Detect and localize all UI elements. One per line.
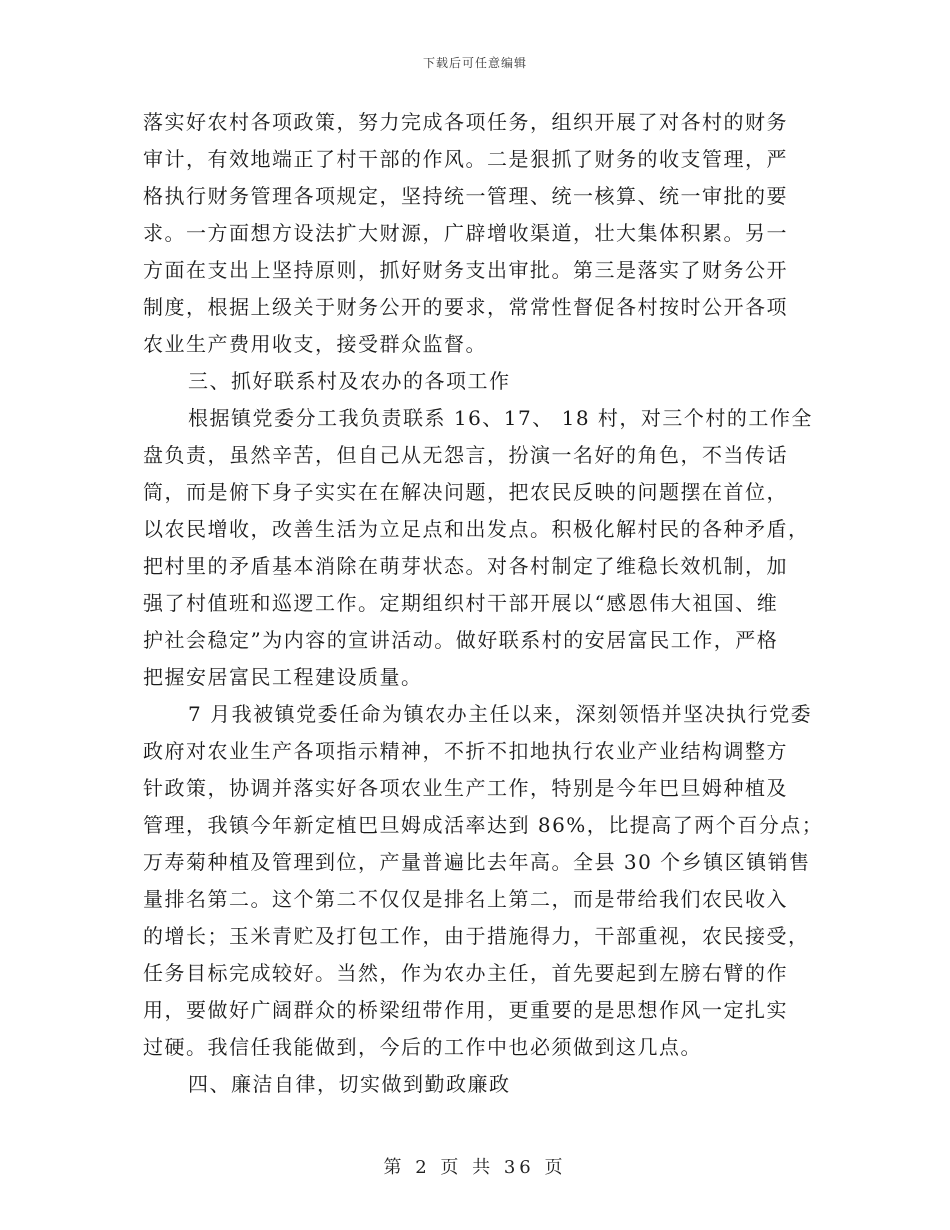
text-line: 的增长；玉米青贮及打包工作，由于措施得力，干部重视，农民接受， [143, 924, 810, 948]
text-line: 针政策，协调并落实好各项农业生产工作，特别是今年巴旦姆种植及 [143, 776, 788, 800]
text-line: 政府对农业生产各项指示精神，不折不扣地执行农业产业结构调整方 [143, 739, 788, 763]
text-line: 落实好农村各项政策，努力完成各项任务，组织开展了对各村的财务 [143, 110, 788, 134]
text-line: 强了村值班和巡逻工作。定期组织村干部开展以“感恩伟大祖国、维 [143, 591, 779, 615]
text-line: 任务目标完成较好。当然，作为农办主任，首先要起到左膀右臂的作 [143, 961, 788, 985]
page-number: 第 2 页 共 36 页 [383, 1157, 567, 1178]
text-line: 万寿菊种植及管理到位，产量普遍比去年高。全县 30 个乡镇区镇销售 [143, 850, 811, 874]
text-line: 方面在支出上坚持原则，抓好财务支出审批。第三是落实了财务公开 [143, 258, 788, 282]
text-line: 以农民增收，改善生活为立足点和出发点。积极化解村民的各种矛盾， [143, 517, 810, 541]
header-note: 下载后可任意编辑 [422, 56, 527, 70]
text-line: 护社会稳定”为内容的宣讲活动。做好联系村的安居富民工作，严格 [143, 628, 779, 652]
body-text [143, 104, 824, 1103]
text-line: 求。一方面想方设法扩大财源，广辟增收渠道，壮大集体积累。另一 [143, 221, 788, 245]
text-line: 制度，根据上级关于财务公开的要求，常常性督促各村按时公开各项 [143, 295, 788, 319]
text-line: 根据镇党委分工我负责联系 16、17、 18 村，对三个村的工作全 [188, 406, 813, 430]
text-line: 把村里的矛盾基本消除在萌芽状态。对各村制定了维稳长效机制，加 [143, 554, 788, 578]
text-line: 格执行财务管理各项规定，坚持统一管理、统一核算、统一审批的要 [143, 184, 788, 208]
text-line: 盘负责，虽然辛苦，但自己从无怨言，扮演一名好的角色，不当传话 [143, 443, 788, 467]
text-line: 四、廉洁自律，切实做到勤政廉政 [188, 1072, 511, 1096]
text-line: 三、抓好联系村及农办的各项工作 [188, 369, 511, 393]
text-line: 管理，我镇今年新定植巴旦姆成活率达到 86%，比提高了两个百分点； [143, 813, 824, 837]
text-line: 量排名第二。这个第二不仅仅是排名上第二，而是带给我们农民收入 [143, 887, 788, 911]
text-line: 审计，有效地端正了村干部的作风。二是狠抓了财务的收支管理，严 [143, 147, 788, 171]
text-line: 筒，而是俯下身子实实在在解决问题，把农民反映的问题摆在首位， [143, 480, 788, 504]
text-line: 把握安居富民工程建设质量。 [143, 665, 423, 689]
text-line: 农业生产费用收支，接受群众监督。 [143, 332, 487, 356]
text-line: 7 月我被镇党委任命为镇农办主任以来，深刻领悟并坚决执行党委 [188, 702, 813, 726]
text-line: 用，要做好广阔群众的桥梁纽带作用，更重要的是思想作风一定扎实 [143, 998, 788, 1022]
text-line: 过硬。我信任我能做到，今后的工作中也必须做到这几点。 [143, 1035, 702, 1059]
